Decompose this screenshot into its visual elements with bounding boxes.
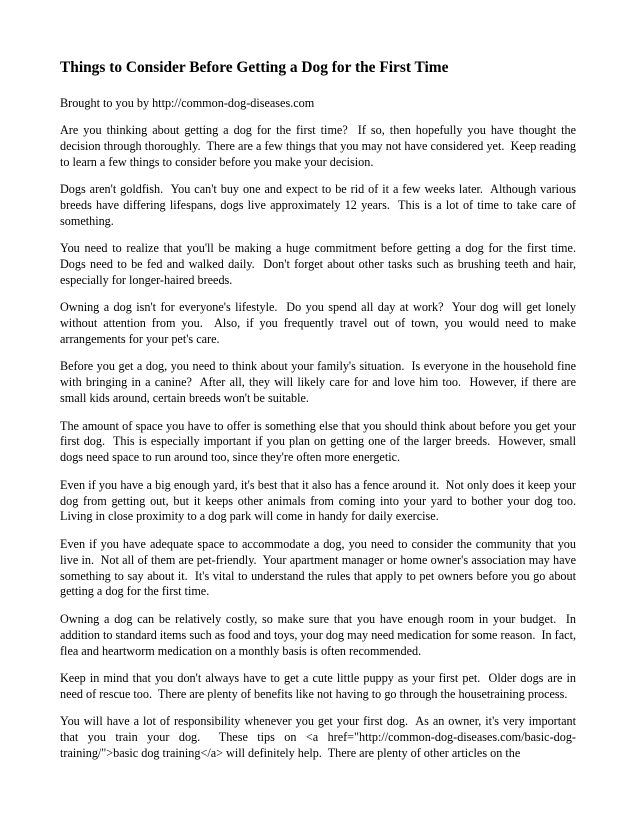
document-page <box>60 58 583 773</box>
paragraph-6: The amount of space you have to offer is something else that you should think about before you get your first dog. This is especially important if you plan on getting one of the larger breeds. However, small dogs need space to run around too, since they're often more energetic. <box>60 418 580 465</box>
paragraph-1: Are you thinking about getting a dog for the first time? If so, then hopefully you have thought the decision through thoroughly. There are a few things that you may not have considered yet. Keep reading to learn a few things to consider before you make your decision. <box>60 123 580 169</box>
paragraph-8: Even if you have adequate space to accommodate a dog, you need to consider the community that you live in. Not all of them are pet-friendly. Your apartment manager or home owner's association may have something to say about it. It's vital to understand the rules that apply to pet owners before you go about getting a dog for the first time. <box>60 536 580 599</box>
paragraph-3: You need to realize that you'll be making a huge commitment before getting a dog for the first time. Dogs need to be fed and walked daily. Don't forget about other tasks such as brushing teeth and hair, especially for longer-haired breeds. <box>60 241 583 288</box>
paragraph-11: You will have a lot of responsibility whenever you get your first dog. As an owner, it's very important that you train your dog. These tips on <a href="http://common-dog-diseases.com/basic-dog-training/">basic dog training</a> will definitely help. There are plenty of other articles on the <box>60 714 580 760</box>
paragraph-7: Even if you have a big enough yard, it's best that it also has a fence around it. Not only does it keep your dog from getting out, but it keeps other animals from coming into your yard to bother your dog too. Living in close proximity to a dog park will come in handy for daily exercise. <box>60 477 583 524</box>
document-byline: Brought to you by http://common-dog-diseases.com <box>60 96 315 110</box>
paragraph-5: Before you get a dog, you need to think about your family's situation. Is everyone in the household fine with bringing in a canine? After all, they will likely care for and love him too. However, if there are small kids around, certain breeds won't be suitable. <box>60 359 580 406</box>
paragraph-10: Keep in mind that you don't always have to get a cute little puppy as your first pet. Older dogs are in need of rescue too. There are plenty of benefits like not having to go through the housetraining process. <box>60 670 580 701</box>
paragraph-9: Owning a dog can be relatively costly, so make sure that you have enough room in your budget. In addition to standard items such as food and toys, your dog may need medication for some reason. In fact, flea and heartworm medication on a monthly basis is often recommended. <box>60 611 580 658</box>
paragraph-4: Owning a dog isn't for everyone's lifestyle. Do you spend all day at work? Your dog will get lonely without attention from you. Also, if you frequently travel out of town, you would need to make arrangements for your pet's care. <box>60 300 580 347</box>
paragraph-2: Dogs aren't goldfish. You can't buy one and expect to be rid of it a few weeks later. Although various breeds have differing lifespans, dogs live approximately 12 years. This is a lot of time to take care of something. <box>60 182 580 228</box>
document-title: Things to Consider Before Getting a Dog for the First Time <box>60 59 449 76</box>
